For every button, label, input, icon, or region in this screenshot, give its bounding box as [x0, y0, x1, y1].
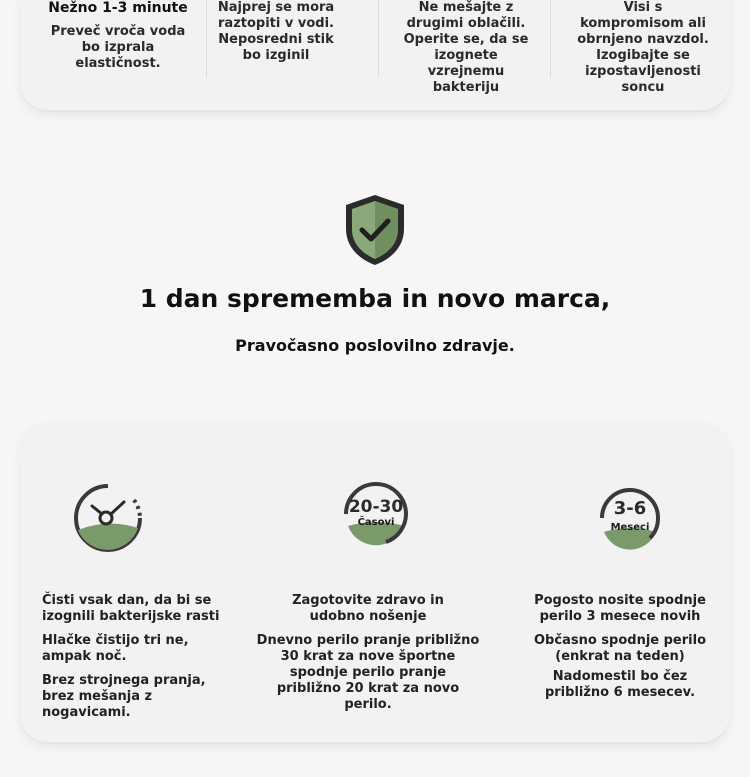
- months-unit-label: Meseci: [610, 522, 650, 533]
- divider: [206, 0, 207, 78]
- clock-icon: [68, 478, 148, 558]
- replace-tip-2: Občasno spodnje perilo (enkrat na teden): [534, 633, 706, 664]
- tip-body: Operite se, da se izognete vzrejnemu bakteriju: [403, 32, 529, 95]
- wash-count-column: [256, 593, 480, 721]
- wash-tip-2: Dnevno perilo pranje približno 30 krat za nove športne spodnje perilo pranje približno 20 krat za novo perilo.: [256, 633, 480, 712]
- hours-icon: [336, 474, 416, 554]
- months-range-label: 3-6: [613, 498, 647, 519]
- tip-title: Visi s kompromisom ali obrnjeno navzdol.: [577, 0, 709, 47]
- replacement-column: [526, 593, 714, 709]
- page-subheadline: Pravočasno poslovilno zdravje.: [235, 336, 515, 355]
- tip-title: Nežno 1-3 minute: [48, 0, 188, 16]
- replace-tip-3: Nadomestil bo čez približno 6 mesecev.: [544, 669, 696, 700]
- tip-body: Izogibajte se izpostavljenosti soncu: [585, 48, 701, 95]
- wash-tip-1: Zagotovite zdravo in udobno nošenje: [292, 593, 444, 624]
- tip-title: Najprej se mora raztopiti v vodi.: [217, 0, 335, 31]
- cleaning-tip-2: Hlačke čistijo tri ne, ampak noč.: [42, 633, 189, 664]
- tip-column-1: [38, 0, 198, 72]
- hours-range-label: 20-30: [348, 497, 404, 517]
- daily-cleaning-column: [42, 593, 232, 729]
- tip-title: Ne mešajte z drugimi oblačili.: [406, 0, 526, 31]
- cleaning-tip-3: Brez strojnega pranja, brez mešanja z nogavicami.: [42, 673, 206, 720]
- hours-unit-label: Časovi: [357, 517, 395, 528]
- cleaning-tip-1: Čisti vsak dan, da bi se izognili bakterijske rasti: [42, 593, 220, 624]
- shield-check-icon: [342, 193, 408, 267]
- tip-column-3: [400, 0, 532, 96]
- tip-column-4: [570, 0, 716, 96]
- tip-body: Preveč vroča voda bo izprala elastičnost.: [50, 24, 186, 71]
- months-icon: [590, 478, 670, 558]
- divider: [378, 0, 379, 78]
- tip-column-2: [212, 0, 340, 64]
- tip-body: Neposredni stik bo izginil: [218, 32, 334, 63]
- replace-tip-1: Pogosto nosite spodnje perilo 3 mesece novih: [534, 593, 706, 624]
- page-headline: 1 dan sprememba in novo marca,: [139, 284, 611, 313]
- divider: [550, 0, 551, 78]
